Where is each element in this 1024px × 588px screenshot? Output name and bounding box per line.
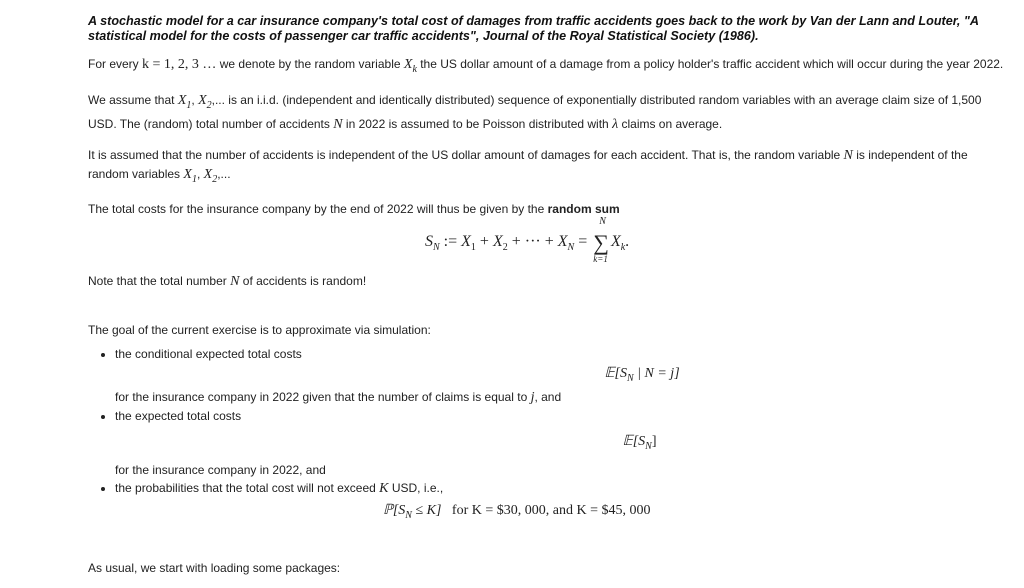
math-n: N [843,147,853,163]
paragraph-independence: It is assumed that the number of accidents is independent of the US dollar amount of damages for each accident. That is, the random variable N is independent of the random variables $X_1$, $X_2$,... [88,147,968,185]
sum-symbol: N ∑ k=1 [593,216,609,265]
paragraph-claim-definition: For every k = 1, 2, 3 … we denote by the random variable $X_k$ the US dollar amount of a damage from a policy holder's traffic accident which will occur during the year 2022. [88,57,1004,75]
math-x2: $X_2$ [198,92,212,111]
paragraph-packages: As usual, we start with loading some packages: [88,561,341,575]
math-conditional-expectation: $𝔼[S_N$ | N = j] [604,366,680,385]
paragraph-total-costs: The total costs for the insurance company by the end of 2022 will thus be given by the random sum [88,202,620,217]
math-probability: $ℙ[S_N \le K]$ for K = $30, 000, and K = $45, 000 [383,503,651,521]
math-x2: $X_2$ [203,166,218,185]
list-item: • the expected total costs $𝔼[S_N]$ for the insurance company in 2022, and [115,407,1004,479]
math-xk: $X_k$ [403,57,417,75]
bold-random-sum: random sum [547,202,620,217]
math-k-values: k = 1, 2, 3 … [142,57,217,72]
paragraph-note: Note that the total number N of accidents is random! [88,274,367,290]
paragraph-iid-assumption: We assume that $X_1$, $X_2$,... is an i.i.d. (independent and identically distributed) sequence of exponentially distributed random variables with an average claim size of 1,500 USD. The (random) total number of accidents N in 2022 is assumed to be Poisson distributed with λ claims on average. [88,92,982,132]
intro-citation: A stochastic model for a car insurance company's total cost of damages from traffic accidents goes back to the work by Van der Lann and Louter, "A statistical model for the costs of passenger car traffic accidents", Journal of the Royal Statistical Society (1986). [88,14,979,43]
math-lambda: λ [612,116,619,132]
list-item: • the probabilities that the total cost will not exceed K USD, i.e., [115,479,1004,498]
math-x1: $X_1$ [177,92,192,111]
math-n: N [333,116,343,132]
paragraph-goal: The goal of the current exercise is to approximate via simulation: [88,323,431,338]
notebook-markdown-cell [88,14,1004,526]
math-x1: $X_1$ [183,166,197,185]
goal-list [88,345,1004,498]
list-item: • the conditional expected total costs $𝔼[S_N$ | N = j] for the insurance company in 2022 given that the number of claims is equal to j, and [115,345,1004,407]
math-expectation: $𝔼[S_N]$ [622,434,657,452]
random-sum-formula: $S_N$ := $X_1 + X_2$ + ··· + $X_N$ = N ∑ k=1 $X_k$. [425,216,630,265]
